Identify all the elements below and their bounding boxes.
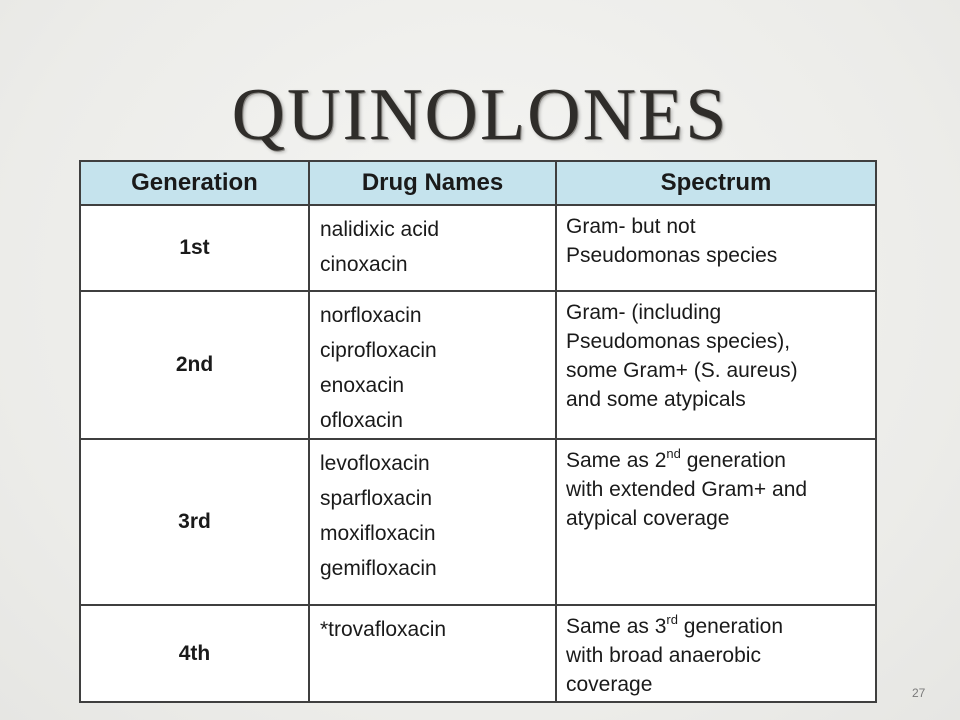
- spectrum-line: Pseudomonas species),: [566, 330, 791, 353]
- spectrum-text: generation: [680, 449, 786, 472]
- spectrum-line: with broad anaerobic: [566, 644, 761, 667]
- drug-names-cell: [309, 605, 556, 702]
- generation-cell: 4th: [80, 605, 309, 702]
- drug-names-cell: [309, 439, 556, 605]
- drug-name: levofloxacin: [320, 452, 430, 475]
- generation-cell: 1st: [80, 205, 309, 291]
- drug-name: cinoxacin: [320, 253, 408, 276]
- header-spectrum: Spectrum: [556, 161, 876, 205]
- drug-name: norfloxacin: [320, 304, 422, 327]
- drug-name: *trovafloxacin: [320, 618, 447, 641]
- spectrum-line: [566, 612, 865, 641]
- spectrum-line: and some atypicals: [566, 388, 746, 411]
- slide-page-number: 27: [912, 686, 926, 700]
- drug-name: enoxacin: [320, 374, 405, 397]
- spectrum-line: Gram- (including: [566, 301, 722, 324]
- drug-name: gemifloxacin: [320, 557, 437, 580]
- slide-title: QUINOLONES: [231, 74, 729, 156]
- spectrum-line: atypical coverage: [566, 507, 730, 530]
- spectrum-line: Gram- but not: [566, 215, 696, 238]
- drug-name: moxifloxacin: [320, 522, 436, 545]
- header-drug-names: Drug Names: [309, 161, 556, 205]
- generation-cell: 3rd: [80, 439, 309, 605]
- drug-names-cell: [309, 205, 556, 291]
- table-header-row: [80, 161, 876, 205]
- generation-cell: 2nd: [80, 291, 309, 439]
- drug-name: sparfloxacin: [320, 487, 433, 510]
- drug-name: ciprofloxacin: [320, 339, 437, 362]
- header-generation: Generation: [80, 161, 309, 205]
- drug-name: ofloxacin: [320, 409, 403, 432]
- ordinal-superscript: nd: [666, 446, 681, 461]
- spectrum-cell: [556, 291, 876, 439]
- spectrum-line: some Gram+ (S. aureus): [566, 359, 798, 382]
- drug-names-cell: [309, 291, 556, 439]
- spectrum-text: Same as 2: [566, 449, 667, 472]
- table-row: [80, 605, 876, 702]
- spectrum-cell: [556, 605, 876, 702]
- table-row: [80, 439, 876, 605]
- spectrum-line: [566, 446, 865, 475]
- spectrum-line: with extended Gram+ and: [566, 478, 808, 501]
- spectrum-cell: [556, 439, 876, 605]
- spectrum-line: coverage: [566, 673, 653, 696]
- spectrum-text: Same as 3: [566, 615, 667, 638]
- spectrum-cell: [556, 205, 876, 291]
- quinolones-table: [79, 160, 877, 703]
- table-row: [80, 291, 876, 439]
- spectrum-text: generation: [677, 615, 784, 638]
- spectrum-line: Pseudomonas species: [566, 244, 778, 267]
- ordinal-superscript: rd: [666, 612, 678, 627]
- table-row: [80, 205, 876, 291]
- drug-name: nalidixic acid: [320, 218, 440, 241]
